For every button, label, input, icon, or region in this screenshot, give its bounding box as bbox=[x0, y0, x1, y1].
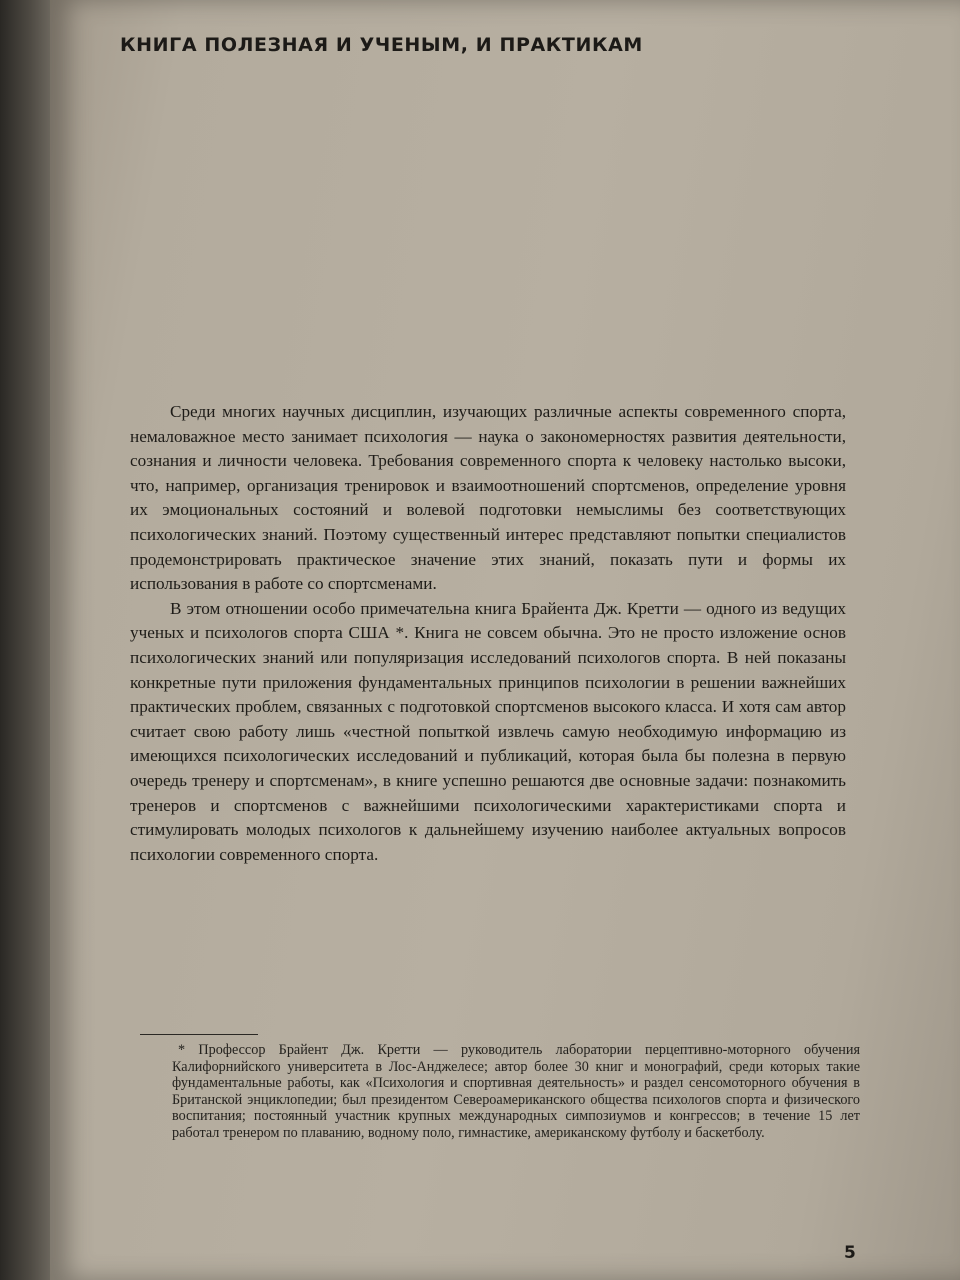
body-text bbox=[130, 400, 846, 867]
book-spine-gutter bbox=[0, 0, 50, 1280]
footnote: * Профессор Брайент Дж. Кретти — руководитель лаборатории перцептивно-моторного обучения Калифорнийского университета в Лос-Анджелесе; автор более 30 книг и монографий, среди которых такие фундаментальные работы, как «Психология и спортивная деятельность» и раздел сенсомоторного обучения в Британской энциклопедии; был президентом Североамериканского общества психологов спорта и физического воспитания; постоянный участник крупных международных симпозиумов и конгрессов; в течение 15 лет работал тренером по плаванию, водному поло, гимнастике, американскому футболу и баскетболу. bbox=[172, 1042, 860, 1141]
chapter-heading: КНИГА ПОЛЕЗНАЯ И УЧЕНЫМ, И ПРАКТИКАМ bbox=[120, 34, 643, 56]
page-number: 5 bbox=[844, 1243, 856, 1263]
footnote-divider bbox=[140, 1034, 258, 1035]
paragraph: В этом отношении особо примечательна книга Брайента Дж. Кретти — одного из ведущих ученых и психологов спорта США *. Книга не совсем обычна. Это не просто изложение основ психологических знаний или популяризация исследований психологов спорта. В ней показаны конкретные пути приложения фундаментальных принципов психологии в решении важнейших практических проблем, связанных с подготовкой спортсменов высокого класса. И хотя сам автор считает свою работу лишь «честной попыткой извлечь самую необходимую информацию из имеющихся психологических исследований и публикаций, которая была бы полезна в первую очередь тренеру и спортсменам», в книге успешно решаются две основные задачи: познакомить тренеров и спортсменов с важнейшими психологическими характеристиками спорта и стимулировать молодых психологов к дальнейшему изучению наиболее актуальных вопросов психологии современного спорта. bbox=[130, 598, 846, 864]
paragraph: Среди многих научных дисциплин, изучающих различные аспекты современного спорта, немаловажное место занимает психология — наука о закономерностях развития деятельности, сознания и личности человека. Требования современного спорта к человеку настолько высоки, что, например, организация тренировок и взаимоотношений спортсменов, определение уровня их эмоциональных состояний и волевой подготовки немыслимы без соответствующих психологических знаний. Поэтому существенный интерес представляют попытки специалистов продемонстрировать практическое значение этих знаний, показать пути и формы их использования в работе со спортсменами. bbox=[130, 402, 846, 594]
